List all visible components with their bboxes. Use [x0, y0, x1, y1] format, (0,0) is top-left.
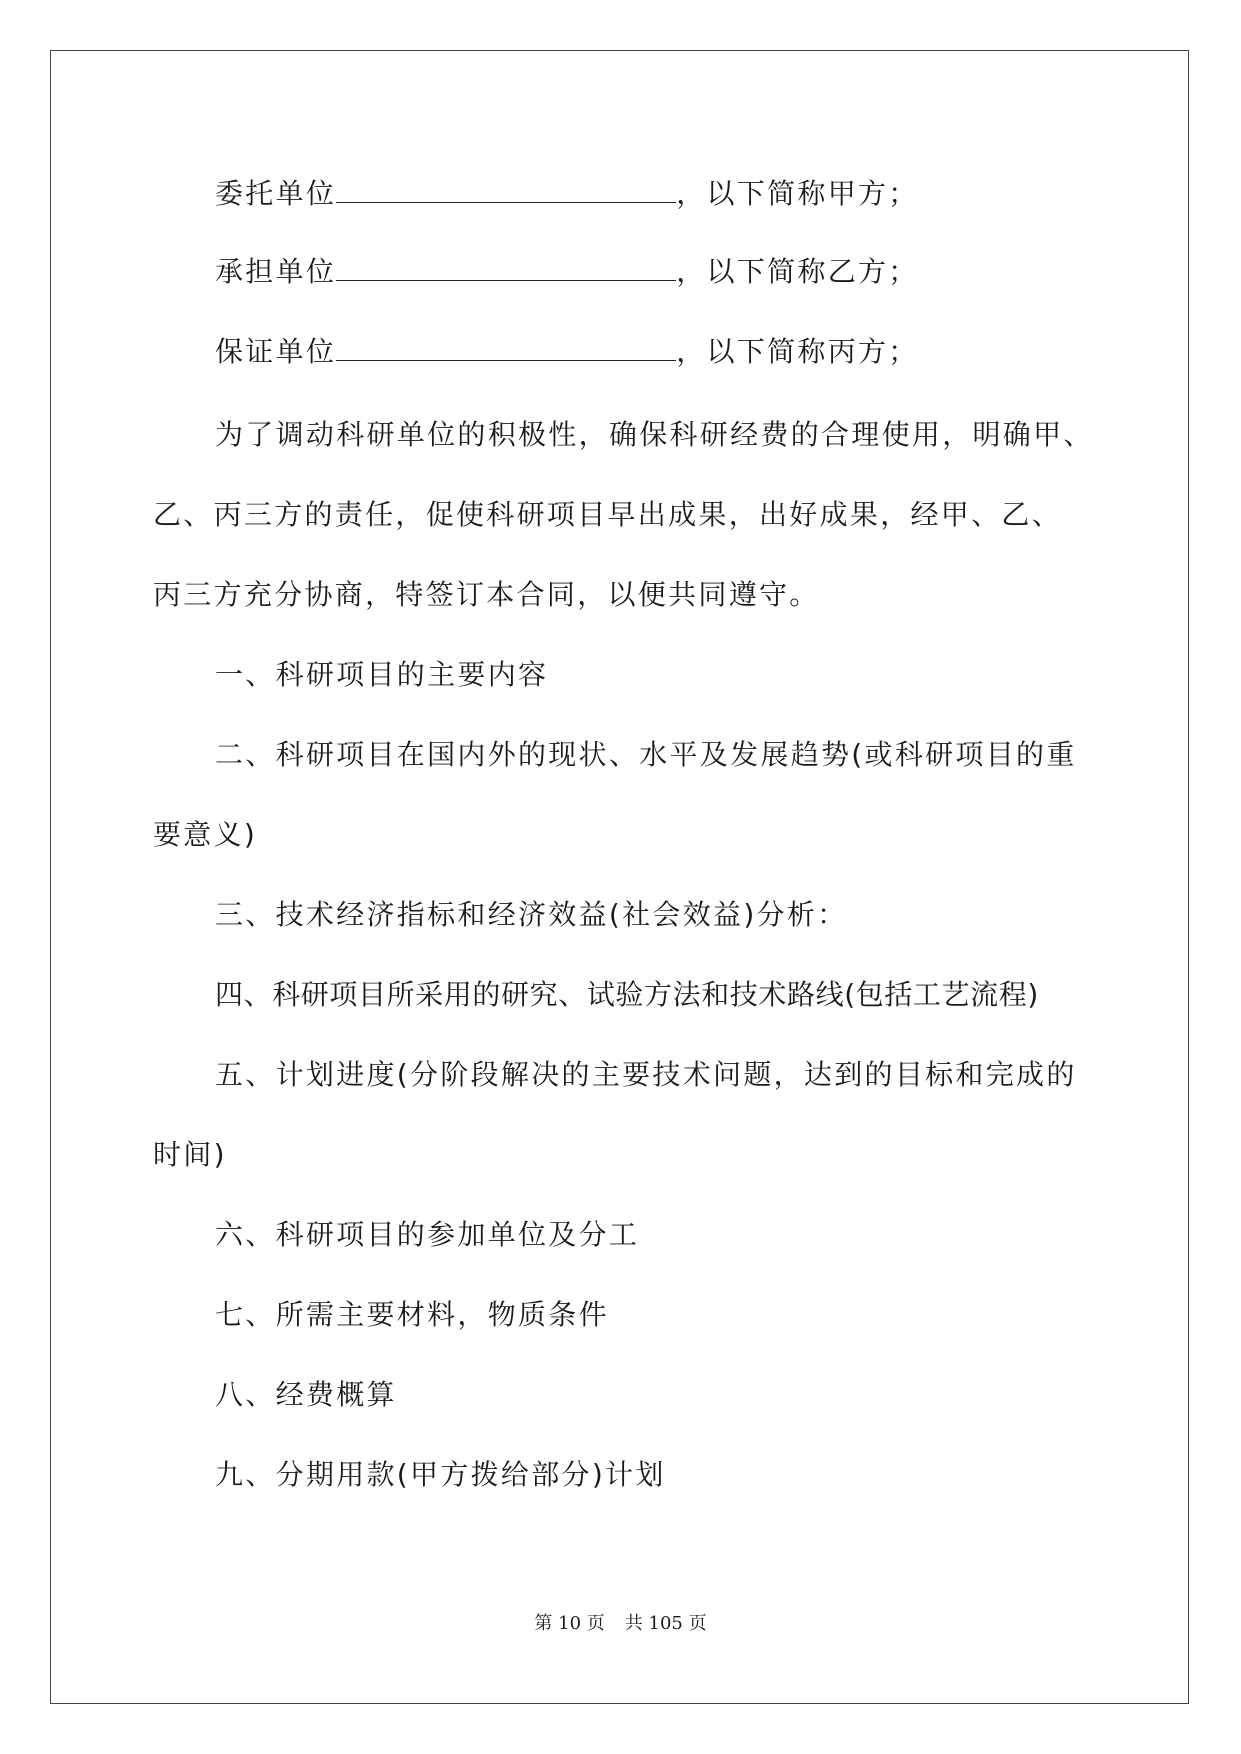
page-number: 第 10 页	[534, 1613, 605, 1634]
party-suffix: ，以下简称乙方；	[676, 255, 919, 288]
section-heading-continued: 要意义)	[153, 818, 258, 851]
section-heading-continued: 时间)	[153, 1138, 227, 1171]
section-heading: 四、科研项目所采用的研究、试验方法和技术路线(包括工艺流程)	[215, 978, 1039, 1011]
party-label: 委托单位	[215, 177, 337, 210]
party-line-contractor	[215, 250, 919, 292]
section-heading: 八、经费概算	[215, 1378, 397, 1411]
section-heading: 六、科研项目的参加单位及分工	[215, 1218, 640, 1251]
party-line-guarantor	[215, 330, 919, 372]
party-line-client	[215, 172, 919, 214]
party-suffix: ，以下简称甲方；	[676, 177, 919, 210]
party-label: 承担单位	[215, 255, 337, 288]
intro-line: 丙三方充分协商，特签订本合同，以便共同遵守。	[153, 578, 820, 611]
section-heading: 五、计划进度(分阶段解决的主要技术问题，达到的目标和完成的	[215, 1058, 1077, 1091]
section-heading: 一、科研项目的主要内容	[215, 658, 549, 691]
blank-field	[336, 250, 676, 281]
party-label: 保证单位	[215, 335, 337, 368]
page-footer	[0, 1612, 1241, 1636]
blank-field	[336, 330, 676, 361]
section-heading: 二、科研项目在国内外的现状、水平及发展趋势(或科研项目的重	[215, 738, 1077, 771]
section-heading: 七、所需主要材料，物质条件	[215, 1298, 609, 1331]
blank-field	[336, 172, 676, 203]
total-pages: 共 105 页	[624, 1613, 707, 1634]
intro-line: 乙、丙三方的责任，促使科研项目早出成果，出好成果，经甲、乙、	[153, 498, 1063, 531]
section-heading: 九、分期用款(甲方拨给部分)计划	[215, 1458, 666, 1491]
intro-line: 为了调动科研单位的积极性，确保科研经费的合理使用，明确甲、	[215, 418, 1094, 451]
party-suffix: ，以下简称丙方；	[676, 335, 919, 368]
section-heading: 三、技术经济指标和经济效益(社会效益)分析：	[215, 898, 848, 931]
